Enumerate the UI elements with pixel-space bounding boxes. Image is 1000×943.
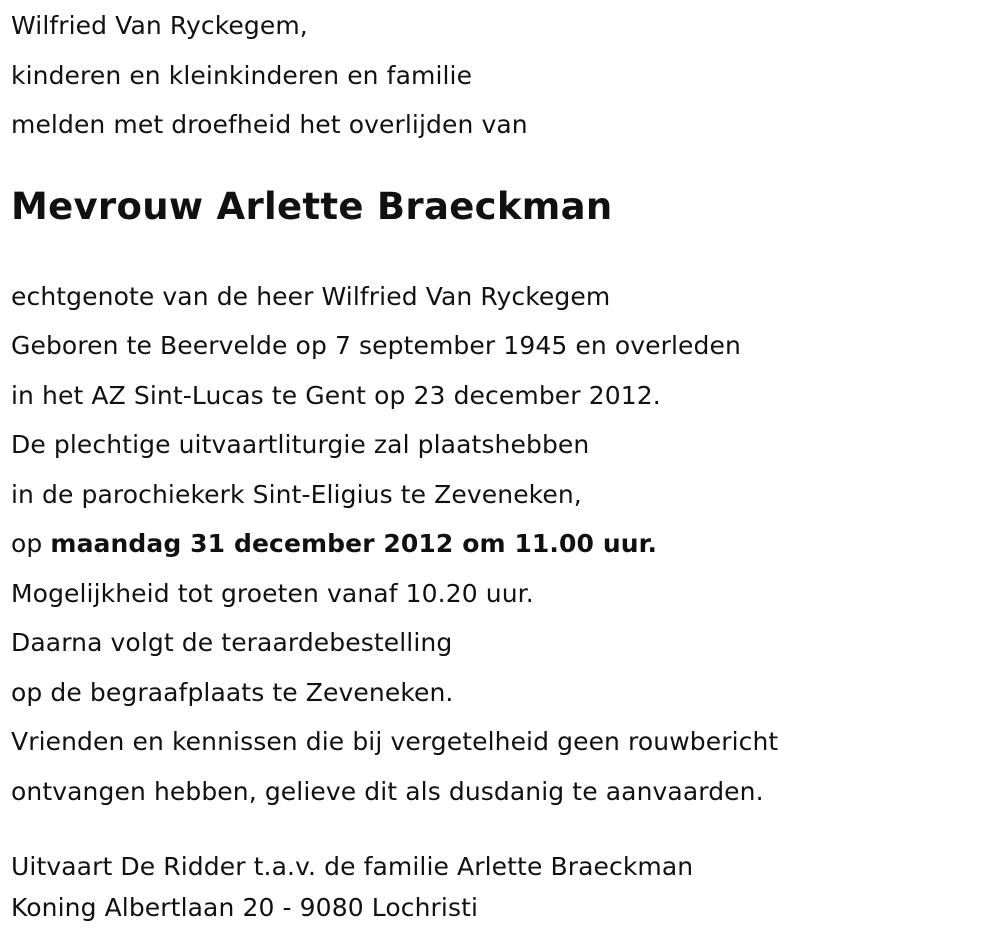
cemetery-line: op de begraafplaats te Zeveneken. [11, 677, 454, 707]
church-line: in de parochiekerk Sint-Eligius te Zeveneken, [11, 479, 582, 509]
notice-body [11, 272, 991, 817]
date-line [11, 519, 991, 569]
intro-block [11, 1, 991, 150]
death-line: in het AZ Sint-Lucas te Gent op 23 december 2012. [11, 380, 661, 410]
greeting-line: Mogelijkheid tot groeten vanaf 10.20 uur. [11, 578, 534, 608]
burial-line: Daarna volgt de teraardebestelling [11, 628, 453, 657]
death-notice [11, 0, 991, 928]
deceased-name: Mevrouw Arlette Braeckman [11, 184, 613, 228]
accept-line: ontvangen hebben, gelieve dit als dusdanig te aanvaarden. [11, 776, 764, 806]
service-date: maandag 31 december 2012 om 11.00 uur. [50, 529, 658, 558]
intro-line-3: melden met droefheid het overlijden van [11, 110, 528, 139]
date-prefix: op [11, 529, 51, 558]
intro-line-2: kinderen en kleinkinderen en familie [11, 60, 473, 90]
liturgy-line: De plechtige uitvaartliturgie zal plaatshebben [11, 430, 590, 459]
friends-line: Vrienden en kennissen die bij vergetelheid geen rouwbericht [11, 727, 779, 756]
funeral-home-block [11, 846, 991, 928]
address-line: Koning Albertlaan 20 - 9080 Lochristi [11, 893, 479, 922]
intro-line-1: Wilfried Van Ryckegem, [11, 11, 308, 40]
funeral-home-line: Uitvaart De Ridder t.a.v. de familie Arlette Braeckman [11, 852, 694, 881]
spouse-line: echtgenote van de heer Wilfried Van Ryckegem [11, 281, 611, 311]
birth-line: Geboren te Beervelde op 7 september 1945 en overleden [11, 331, 741, 360]
